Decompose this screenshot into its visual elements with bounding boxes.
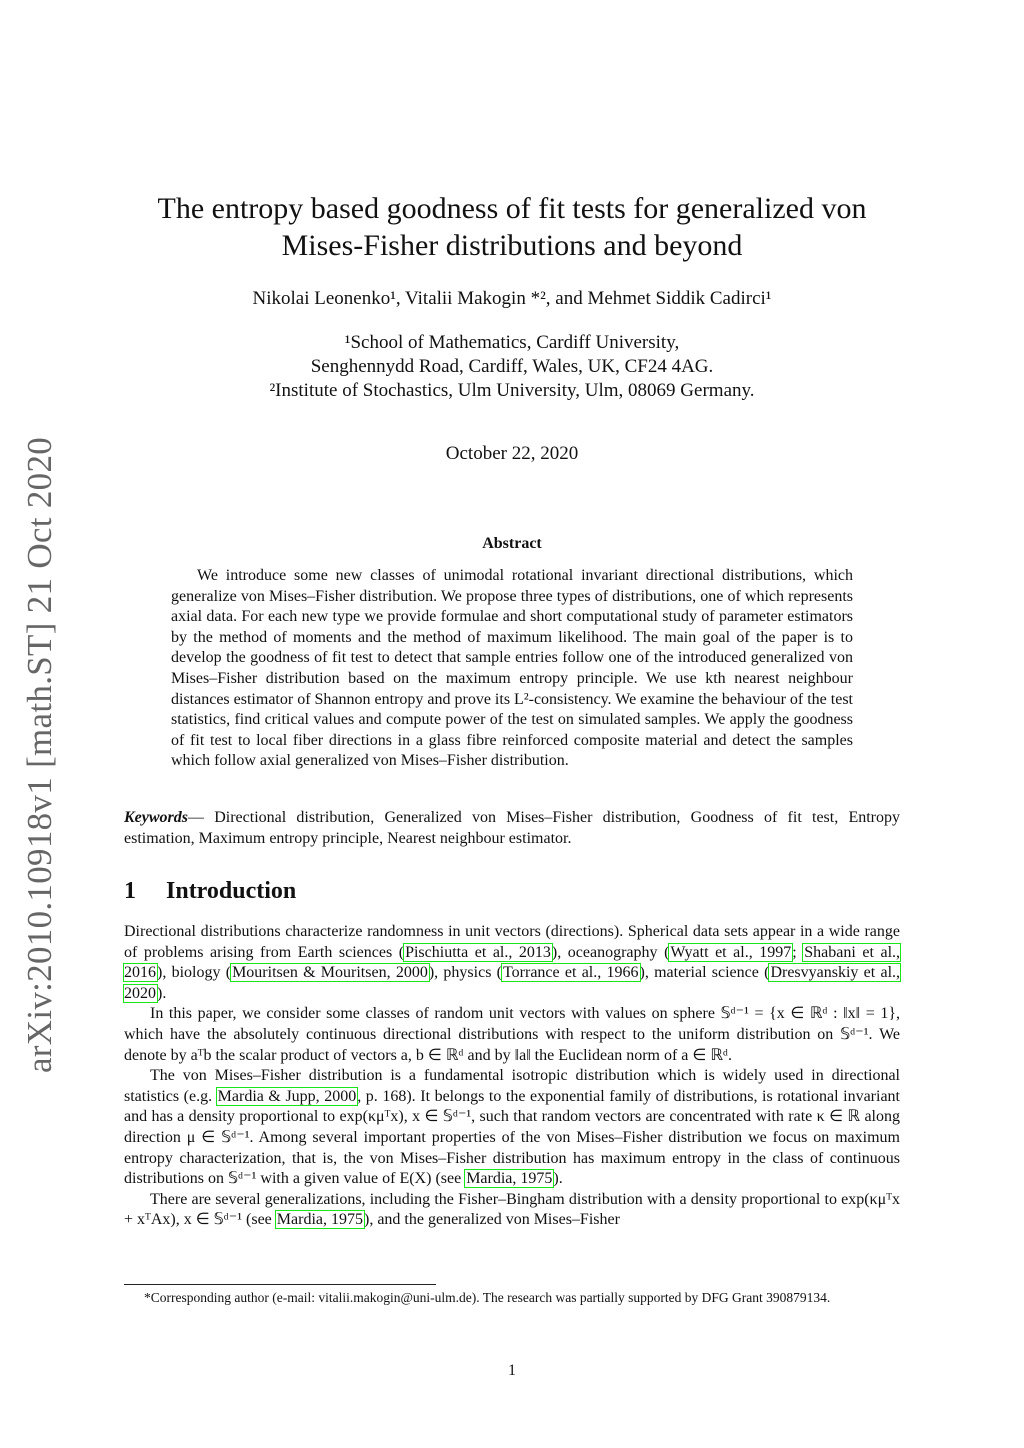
paragraph: There are several generalizations, including the Fisher–Bingham distribution with a density proportional to exp(κμᵀx + xᵀAx), x ∈ 𝕊ᵈ⁻¹ (see Mardia, 1975), and the generalized von Mises–Fisher <box>124 1190 900 1229</box>
section-body <box>124 922 900 1231</box>
author-list: Nikolai Leonenko¹, Vitalii Makogin *², and Mehmet Siddik Cadirci¹ <box>252 288 772 309</box>
footnote <box>124 1289 900 1307</box>
keywords-text: — Directional distribution, Generalized von Mises–Fisher distribution, Goodness of fit test, Entropy estimation, Maximum entropy principle, Nearest neighbour estimator. <box>124 809 900 847</box>
citation-link[interactable]: Torrance et al., 1966 <box>503 964 639 982</box>
publication-date: October 22, 2020 <box>445 443 579 464</box>
footnote-rule <box>124 1284 436 1285</box>
affiliation-line: ²Institute of Stochastics, Ulm University, Ulm, 08069 Germany. <box>269 380 755 401</box>
citation-link[interactable]: Mouritsen & Mouritsen, 2000 <box>232 964 428 982</box>
keywords-label: Keywords <box>124 809 188 826</box>
footnote-text: *Corresponding author (e-mail: vitalii.makogin@uni-ulm.de). The research was partially supported by DFG Grant 390879134. <box>144 1290 831 1305</box>
arxiv-sidebar-stamp <box>18 430 62 1080</box>
section-heading <box>124 878 900 905</box>
arxiv-identifier: arXiv:2010.10918v1 [math.ST] 21 Oct 2020 <box>20 436 59 1074</box>
affiliations <box>124 331 900 403</box>
citation-link[interactable]: Mardia & Jupp, 2000 <box>217 1087 357 1105</box>
section-number: 1 <box>124 878 136 904</box>
section-title: Introduction <box>166 878 297 904</box>
paragraph: The von Mises–Fisher distribution is a fundamental isotropic distribution which is widely used in directional statistics (e.g. Mardia & Jupp, 2000, p. 168). It belongs to the exponential family of distributions, is rotational invariant and has a density proportional to exp(κμᵀx), x ∈ 𝕊ᵈ⁻¹, such that random vectors are concentrated with rate κ ∈ ℝ along direction μ ∈ 𝕊ᵈ⁻¹. Among several important properties of the von Mises–Fisher distribution we focus on maximum entropy characterization, that is, the von Mises–Fisher distribution has maximum entropy in the class of continuous distributions on 𝕊ᵈ⁻¹ with a given value of E(X) (see Mardia, 1975). <box>124 1067 900 1188</box>
citation-link[interactable]: Mardia, 1975 <box>466 1170 553 1188</box>
citation-link[interactable]: Dresvyanskiy et al., 2020 <box>124 964 901 1002</box>
page-number: 1 <box>508 1362 516 1379</box>
keywords <box>124 808 900 849</box>
abstract-heading: Abstract <box>482 535 542 552</box>
affiliation-line: ¹School of Mathematics, Cardiff University, <box>344 332 680 353</box>
citation-link[interactable]: Wyatt et al., 1997 <box>670 943 792 961</box>
title-line-1: The entropy based goodness of fit tests for generalized von <box>157 192 867 225</box>
citation-link[interactable]: Pischiutta et al., 2013 <box>405 943 551 961</box>
abstract-text: We introduce some new classes of unimodal rotational invariant directional distributions, which generalize von Mises–Fisher distribution. We propose three types of distributions, one of which represents axial data. For each new type we provide formulae and short computational study of parameter estimators by the method of moments and the method of maximum likelihood. The main goal of the paper is to develop the goodness of fit test to detect that sample entries follow one of the introduced generalized von Mises–Fisher distribution based on the maximum entropy principle. We use kth nearest neighbour distances estimator of Shannon entropy and prove its L²-consistency. We examine the behaviour of the test statistics, find critical values and compute power of the test on simulated samples. We apply the goodness of fit test to local fiber directions in a glass fibre reinforced composite material and detect the samples which follow axial generalized von Mises–Fisher distribution. <box>171 567 853 770</box>
paragraph: Directional distributions characterize randomness in unit vectors (directions). Spherical data sets appear in a wide range of problems arising from Earth sciences (Pischiutta et al., 2013), oceanography (Wyatt et al., 1997; Shabani et al., 2016), biology (Mouritsen & Mouritsen, 2000), physics (Torrance et al., 1966), material science (Dresvyanskiy et al., 2020). <box>124 923 901 1002</box>
citation-link[interactable]: Mardia, 1975 <box>276 1211 363 1229</box>
paragraph: In this paper, we consider some classes of random unit vectors with values on sphere 𝕊ᵈ⁻¹ = {x ∈ ℝᵈ : ‖x‖ = 1}, which have the absolutely continuous directional distributions with respect to the uniform distribution on 𝕊ᵈ⁻¹. We denote by aᵀb the scalar product of vectors a, b ∈ ℝᵈ and by ‖a‖ the Euclidean norm of a ∈ ℝᵈ. <box>124 1005 900 1064</box>
citation-link[interactable]: Shabani et al., 2016 <box>124 943 901 982</box>
paper-title <box>124 190 900 264</box>
affiliation-line: Senghennydd Road, Cardiff, Wales, UK, CF24 4AG. <box>310 356 714 377</box>
title-line-2: Mises-Fisher distributions and beyond <box>281 229 743 262</box>
